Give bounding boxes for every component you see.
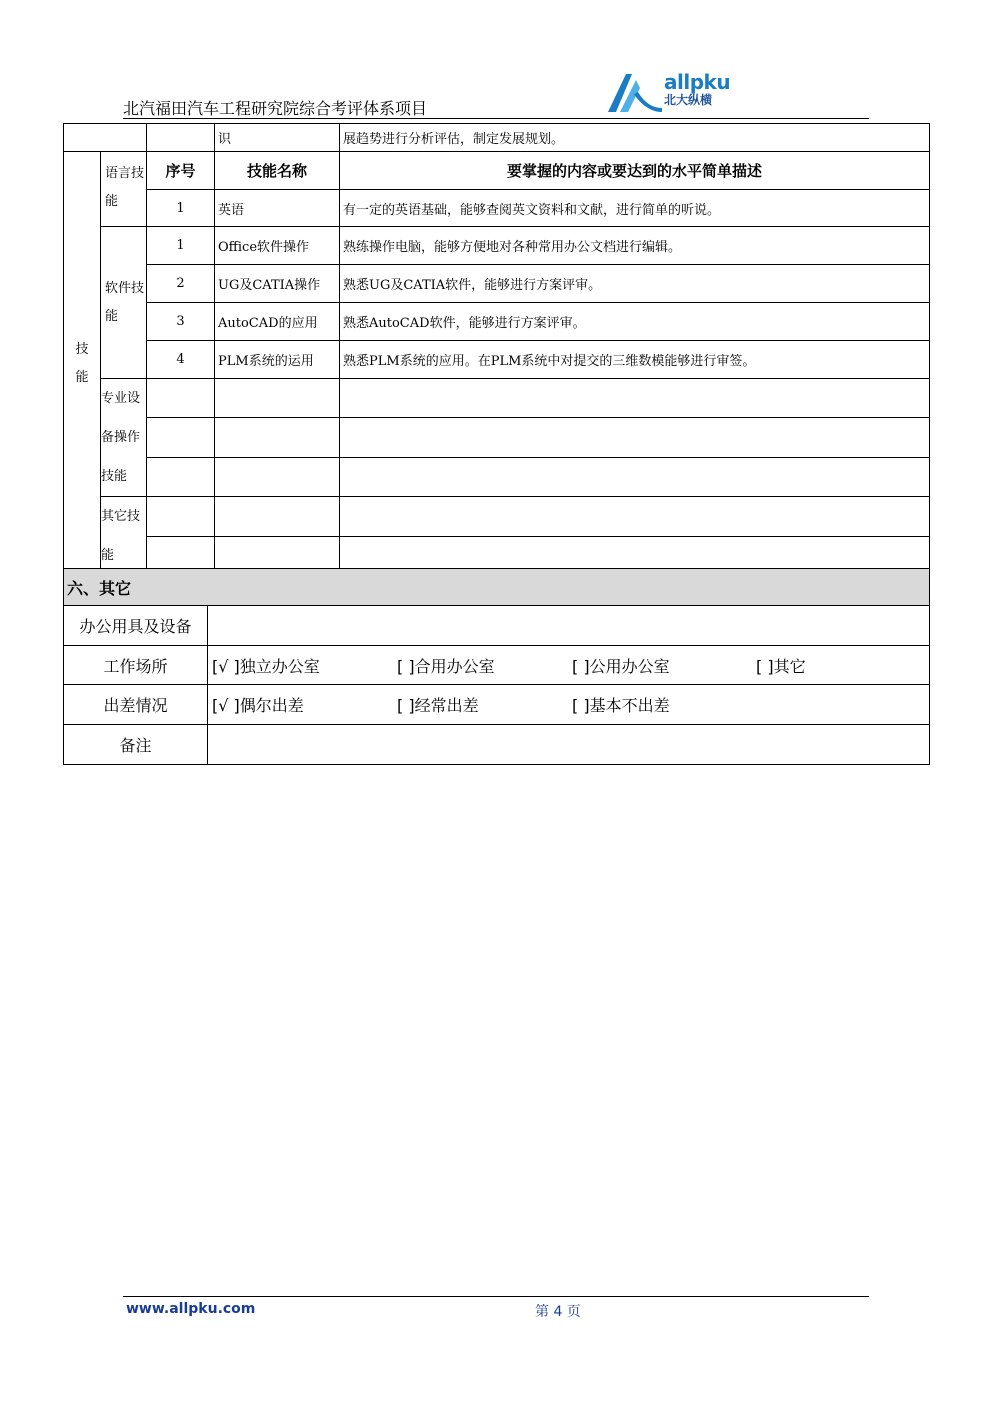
skill-name-cell: UG及CATIA操作 <box>215 265 340 303</box>
section-title-other: 六、其它 <box>64 569 930 606</box>
skill-desc-cell: 熟悉AutoCAD软件，能够进行方案评审。 <box>340 303 930 341</box>
category-other-line1: 其它技 <box>101 509 141 524</box>
empty-cell <box>215 379 340 418</box>
category-language <box>101 152 147 227</box>
skill-name-cell: 识 <box>215 124 340 152</box>
empty-cell <box>340 418 930 457</box>
table-row <box>64 227 930 265</box>
skill-desc-cell: 熟悉PLM系统的应用。在PLM系统中对提交的三维数模能够进行审签。 <box>340 341 930 379</box>
category-other-line2: 能 <box>101 548 115 563</box>
section-label-text: 技能 <box>75 341 89 385</box>
office-equipment-label: 办公用具及设备 <box>64 606 208 646</box>
footer-divider <box>123 1296 869 1297</box>
table-row <box>64 606 930 646</box>
table-row <box>64 685 930 725</box>
category-equipment-line2: 备操作 <box>101 430 141 445</box>
table-row <box>64 265 930 303</box>
category-software-line1: 软件技 <box>105 281 145 296</box>
travel-option-frequent[interactable]: [ ]经常出差 <box>397 696 479 715</box>
travel-label: 出差情况 <box>64 685 208 725</box>
skill-name-cell: Office软件操作 <box>215 227 340 265</box>
remarks-value <box>208 725 930 765</box>
table-row <box>64 457 930 496</box>
workplace-label: 工作场所 <box>64 646 208 685</box>
table-row <box>64 190 930 227</box>
skill-desc-cell: 有一定的英语基础，能够查阅英文资料和文献，进行简单的听说。 <box>340 190 930 227</box>
other-table <box>63 568 930 765</box>
empty-cell <box>215 497 340 537</box>
remarks-label: 备注 <box>64 725 208 765</box>
empty-cell <box>215 418 340 457</box>
travel-option-occasional[interactable]: [√ ]偶尔出差 <box>212 696 304 715</box>
category-equipment <box>101 379 147 497</box>
header-desc: 要掌握的内容或要达到的水平简单描述 <box>340 152 930 190</box>
workplace-option-shared[interactable]: [ ]合用办公室 <box>397 656 495 676</box>
empty-cell <box>147 379 215 418</box>
table-row <box>64 418 930 457</box>
category-language-line2: 能 <box>105 194 119 209</box>
logo-text-en: allpku <box>664 70 731 94</box>
travel-option-none[interactable]: [ ]基本不出差 <box>572 696 670 715</box>
skill-num-cell: 3 <box>147 303 215 341</box>
skill-desc-cell: 熟悉UG及CATIA软件，能够进行方案评审。 <box>340 265 930 303</box>
header-name: 技能名称 <box>215 152 340 190</box>
skill-desc-cell: 熟练操作电脑，能够方便地对各种常用办公文档进行编辑。 <box>340 227 930 265</box>
workplace-option-private[interactable]: [√ ]独立办公室 <box>212 656 320 676</box>
workplace-option-other[interactable]: [ ]其它 <box>756 656 806 676</box>
page-number: 第 4 页 <box>535 1304 581 1320</box>
empty-cell <box>147 497 215 537</box>
skill-desc-cell: 展趋势进行分析评估，制定发展规划。 <box>340 124 930 152</box>
header-divider <box>123 118 869 119</box>
empty-cell <box>340 457 930 496</box>
empty-cell <box>64 124 147 152</box>
empty-cell <box>147 457 215 496</box>
table-row <box>64 341 930 379</box>
table-row <box>64 497 930 537</box>
empty-cell <box>340 497 930 537</box>
skill-num-cell: 1 <box>147 227 215 265</box>
empty-cell <box>215 457 340 496</box>
footer-url-link[interactable]: www.allpku.com <box>126 1301 256 1317</box>
category-other <box>101 497 147 576</box>
table-row <box>64 124 930 152</box>
skill-num-cell: 1 <box>147 190 215 227</box>
category-language-line1: 语言技 <box>105 166 145 181</box>
office-equipment-value <box>208 606 930 646</box>
category-software <box>101 227 147 379</box>
header-num: 序号 <box>147 152 215 190</box>
empty-cell <box>340 379 930 418</box>
skills-table <box>63 123 930 576</box>
skill-name-cell: PLM系统的运用 <box>215 341 340 379</box>
table-row <box>64 646 930 685</box>
empty-cell <box>147 124 215 152</box>
skill-name-cell: 英语 <box>215 190 340 227</box>
category-equipment-line3: 技能 <box>101 469 128 484</box>
section-title-row <box>64 569 930 606</box>
workplace-option-public[interactable]: [ ]公用办公室 <box>572 656 670 676</box>
logo-text <box>664 72 730 106</box>
workplace-options <box>208 646 930 685</box>
logo-text-cn: 北大纵横 <box>664 93 713 107</box>
document-header-title: 北汽福田汽车工程研究院综合考评体系项目 <box>123 99 428 118</box>
skill-name-cell: AutoCAD的应用 <box>215 303 340 341</box>
section-label-skills <box>64 152 101 576</box>
skill-num-cell: 2 <box>147 265 215 303</box>
travel-options <box>208 685 930 725</box>
category-software-line2: 能 <box>105 309 119 324</box>
table-row <box>64 379 930 418</box>
empty-cell <box>147 418 215 457</box>
table-row <box>64 725 930 765</box>
category-equipment-line1: 专业设 <box>101 391 141 406</box>
table-row <box>64 303 930 341</box>
table-header-row <box>64 152 930 190</box>
skill-num-cell: 4 <box>147 341 215 379</box>
